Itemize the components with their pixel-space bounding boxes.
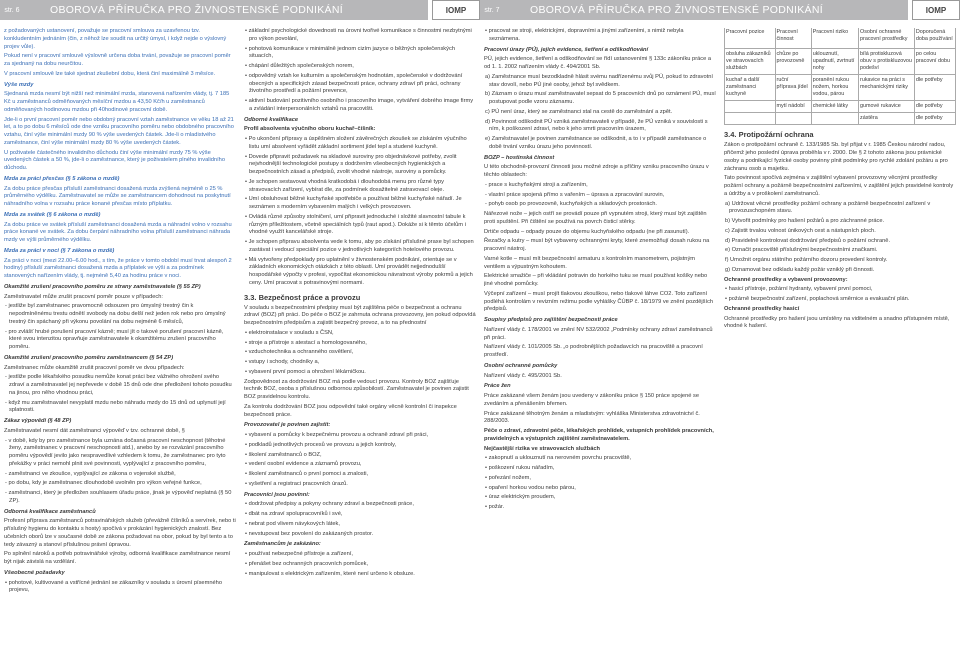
- paragraph: U této obchodně-provozní činnosti jsou možné zdroje a příčiny vzniku pracovního úrazu v těchto oblastech:: [484, 164, 709, 178]
- paragraph: Jde-li o první pracovní poměr nebo obdobný pracovní vztah zaměstnance ve věku 18 až 21 let, a to po dobu 6 měsíců ode dne vzniku pracovního poměru nebo obdobného pracovního vztahu, činí výše minimální mzdy 90 % výše uvedených částek. Jde-li o mladistvého zaměstnance, činí výše minimální mzdy 80 % výše uvedených částek.: [4, 116, 234, 146]
- heading: Výše mzdy: [4, 81, 34, 88]
- heading: Odborné kvalifikace: [244, 116, 299, 123]
- paragraph: Zaměstnanec může okamžitě zrušit pracovní poměr ve dvou případech:: [4, 364, 185, 371]
- list-item: • úraz elektrickým proudem,: [485, 494, 556, 501]
- list-item: a) Udržovat věcné prostředky požární ochrany a požárně bezpečnostní zařízení v provozuschopném stavu.: [725, 200, 931, 215]
- table-cell: obsluha zákazníků ve stravovacích službách: [725, 49, 776, 75]
- list-item: - zaměstnanci, který je předložen souhlasem úřadu práce, jinak je výpověď neplatná (§ 50 ZP).: [5, 490, 232, 504]
- left-column-1: [4, 28, 236, 666]
- heading: Osobní ochranné pomůcky: [484, 362, 558, 369]
- heading: Nejčastější rizika ve stravovacích službách: [484, 445, 601, 452]
- list-item: • nevstupovat bez povolení do zakázaných prostor.: [245, 530, 374, 537]
- list-item: • dbát na zdraví spolupracovníků i své,: [245, 511, 343, 518]
- paragraph: Tato povinnost spočívá zejména v zajištění vybavení provozovny věcnými prostředky požární ochrany a požárně bezpečnostními zařízeními, v zajištění jejich pravidelné kontroly a údržby a v proškolení zaměstnanců.: [724, 175, 954, 197]
- table-row: [725, 113, 956, 125]
- list-item: c) Zajistit trvalou volnost únikových cest a nástupních ploch.: [725, 227, 876, 234]
- heading: Mzda za svátek (§ 6 zákona o mzdě): [4, 211, 101, 218]
- paragraph: Za dobu práce ve svátek přísluší zaměstnanci dosažená mzda a náhradní volno v rozsahu práce konané ve svátek. Za dobu čerpání náhradního volna přísluší zaměstnanci náhrada mzdy ve výši průměrného výdělku.: [4, 221, 232, 243]
- paragraph: Zodpovědnost za dodržování BOZ má podle vedoucí provozu. Kontroly BOZ zajišťuje technik BOZ, osoba s příslušnou odbornou způsobilostí. Zaměstnavatel je povinen zajistit BOZ pravidelnou kontrolu.: [244, 378, 469, 401]
- paragraph: Nářezové nože – jejich ostří se provádí pouze při vypnutém stroji, který musí být zajištěn proti spuštění. Při čištění se používá na povrch čisticí stěrky.: [484, 211, 707, 225]
- left-column-2: [244, 28, 476, 666]
- paragraph: Varné kotle – musí mít bezpečnostní armaturu s kontrolním manometrem, pojistným ventilem a výpustným kohoutem.: [484, 255, 696, 270]
- list-item: b) Záznam o úrazu musí zaměstnavatel sepsat do 5 pracovních dnů po oznámení PÚ, musí postupovat podle vzoru záznamu.: [485, 91, 716, 105]
- list-item: • vybavení a pomůcky k bezpečnému provozu a ochraně zdraví při práci,: [245, 432, 429, 439]
- subheading: Profil absolventa výučního oboru kuchař–číšník:: [244, 126, 376, 133]
- list-item: - po dobu, kdy je zaměstnanec dlouhodobě uvolněn pro výkon veřejné funkce,: [5, 480, 202, 487]
- paragraph: Zaměstnavatel může zrušit pracovní poměr pouze v případech:: [4, 293, 164, 300]
- list-item: • Dovede připravit požadavek na skladové suroviny pro objednávkové potřeby, zvolit nejvhodnější technologické postupy s dodržením všeobecných hygienických a bezpečnostních zásad a předpisů, zvolit vhodné nástroje, suroviny a pomůcky.: [245, 153, 457, 175]
- list-item: • požárně bezpečnostní zařízení, poplachová směrnice a evakuační plán.: [725, 296, 910, 303]
- list-item: - prace s kuchyňskými stroji a zařízením,: [485, 181, 588, 188]
- heading: Ochranné prostředky a vybavení provozovny:: [724, 276, 848, 283]
- table-header-cell: Pracovní činnost: [775, 28, 811, 49]
- list-item: • požár.: [485, 504, 505, 510]
- paragraph: Drtiče odpadu – odpady pouze do objemu kuchyňského odpadu (ne při zasunutí).: [484, 228, 690, 235]
- heading: Pracovníci jsou povinni:: [244, 491, 310, 498]
- list-item: • Je schopen připravu absolventa vede k tomu, aby po získání příslušné praxe byl schopen zastávat i vedoucí speciální pozice v jednotlivých kategoriích hotelového provozu.: [245, 239, 474, 253]
- list-item: - když mu zaměstnavatel nevyplatil mzdu nebo náhradu mzdy do 15 dnů od uplynutí její splatnosti.: [5, 399, 226, 414]
- table-cell: mytí nádobí: [775, 101, 811, 113]
- table-header-cell: Osobní ochranné pracovní prostředky: [859, 28, 915, 49]
- heading: Zákaz výpovědi (§ 48 ZP): [4, 418, 72, 424]
- paragraph: Zákon o protipožární ochraně č. 133/1985 Sb. byl přijat v r. 1985 Českou národní radou, přičemž jeho poslední úprava proběhla v r. 2000. Dle § 2 tohoto zákona jsou právnické osoby a podnikající fyzické osoby povinny plnit podmínky pro rychlé zdolání požáru a pro záchranu osob a majetku.: [724, 142, 948, 172]
- list-item: - jestliže byl zaměstnanec pravomocně odsouzen pro úmyslný trestný čin k nepodmíněnému trestu odnětí svobody na dobu delší než jeden rok nebo pro úmyslný trestný čin spáchaný při výkonu povolání na dobu nejméně 6 měsíců,: [5, 303, 226, 325]
- list-item: - v době, kdy by pro zaměstnance byla uznána dočasná pracovní neschopnost (těhotné ženy, zaměstnanec v pracovní neschopnosti atd.), anebo by se rozvázání pracovního poměru výpovědí jevilo jako nespravedlivé vzhledem k tomu, že zaměstnanec pro tyto překážky v práci nemohl plnit své povinnosti, vyplývající z pracovního poměru,: [5, 437, 226, 467]
- paragraph: U poživatele částečného invalidního důchodu činí výše minimální mzdy 75 % výše uvedených částek a 50 %, jde-li o zaměstnance, který je poživatelem plného invalidního důchodu.: [4, 149, 225, 171]
- heading: Pracovní úrazy (PÚ), jejich evidence, šetření a odškodňování: [484, 46, 649, 53]
- paragraph: Zaměstnavatel nesmí dát zaměstnanci výpověď v tzv. ochranné době, §: [4, 427, 185, 434]
- list-item: • stroje a přístroje s atestací a homologovaného,: [245, 339, 367, 346]
- table-cell: dle potřeby: [914, 101, 955, 113]
- paragraph: Pokud není v pracovní smlouvě výslovně určena doba trvání, považuje se pracovní poměr za sjednaný na dobu neurčitou.: [4, 53, 231, 67]
- table-row: [725, 101, 956, 113]
- paragraph: Za kontrolu dodržování BOZ jsou odpovědní také orgány věcně kontrolní či inspekce bezpečnosti práce.: [244, 403, 457, 418]
- paragraph: V souladu s bezpečnostními předpisy musí být zajištěna péče o bezpečnost a ochranu zdraví (BOZ) při práci. Do péče o BOZ je zahrnuta ochrana provozovny, jen pokud odpovídá bezpečnostním předpisům a zajistit bezpečný provoz, a to na přednostní: [244, 304, 476, 327]
- section-title: 3.3. Bezpečnost práce a provozu: [244, 292, 361, 302]
- list-item: - pohyb osob po provozovně, kuchyňských a skladových prostorách.: [485, 201, 657, 208]
- list-item: e) Označit pracoviště příslušnými bezpečnostními značkami.: [725, 247, 878, 254]
- list-item: • přenášet bez ochranných pracovních pomůcek,: [245, 560, 369, 567]
- list-item: • pohotové, kultivované a vstřícné jednání se zákazníky v souladu s úrovní písemného projevu,: [5, 579, 222, 594]
- table-header-row: [725, 28, 956, 49]
- list-item: • poškození rukou nářadím,: [485, 465, 555, 471]
- list-item: • základní psychologické dovednosti na úrovni tvořivé komunikace s činnostmi nezbytnými pro výkon povolání,: [245, 28, 472, 42]
- list-item: • Umí obsluhovat běžné kuchyňské spotřebiče a používat běžné kuchyňské nářadí. Je seznámen s moderním vybavením malých i velkých provozoven.: [245, 196, 462, 210]
- list-item: • Ovládá různé způsoby stolničení, umí připravit jednoduché i složité slavnostní tabule k různým příležitostem, včetně speciálních typů (raut apod.). Dokáže si k těmto účelům i vhodné využít kancelářské stroje.: [245, 213, 466, 236]
- list-item: • pohotová komunikace v minimálně jednom cizím jazyce o běžných společenských situacích,: [245, 45, 456, 60]
- heading: Okamžité zrušení pracovního poměru zaměstnancem (§ 54 ZP): [4, 354, 174, 361]
- list-item: - zaměstnanci ve zkoušce, vyplývající ze zákona o vojenské službě,: [5, 470, 176, 477]
- heading: Mzda za práci přesčas (§ 5 zákona o mzdě): [4, 175, 120, 182]
- section-title: 3.4. Protipožární ochrana: [724, 130, 814, 140]
- list-item: - jestliže podle lékařského posudku nemůže konat práci bez vážného ohrožení svého zdraví a zaměstnavatel jej nepřevede v době 15 dnů ode dne předložení tohoto posudku na jinou, pro něho vhodnou práci,: [5, 374, 232, 396]
- list-item: • podkladů jednotlivých procesů ve provozu a jejich kontroly,: [245, 441, 397, 448]
- list-item: • nebrat pod vlivem návykových látek,: [245, 520, 340, 527]
- list-item: d) Povinnost odškodnit PÚ vzniká zaměstnavateli v případě, že PÚ vzniká v souvislosti s ním, k poškození zdraví, nebo k jeho smrti pracovním úrazem,: [485, 118, 708, 133]
- paragraph: Nařízení vlády č. 101/2005 Sb. „o podrobnějších požadavcích na pracoviště a pracovní prostředí.: [484, 344, 703, 358]
- heading: Všeobecné požadavky: [4, 569, 65, 576]
- page-right: [480, 0, 960, 671]
- table-cell: dle potřeby: [914, 113, 955, 125]
- risk-table: [724, 28, 956, 125]
- list-item: • dodržovat předpisy a pokyny ochrany zdraví a bezpečnosti práce,: [245, 501, 414, 508]
- table-row: [725, 75, 956, 101]
- paragraph: Nařízení vlády č. 178/2001 ve znění NV 532/2002 „Podmínky ochrany zdraví zaměstnanců při práci.: [484, 326, 713, 341]
- table-cell: [725, 113, 776, 125]
- table-cell: ruční příprava jídel: [775, 75, 811, 101]
- heading: Provozovatel je povinen zajistit:: [244, 422, 331, 429]
- list-item: a) Zaměstnance musí bezodkladně hlásit svému nadřízenému svůj PÚ, pokud to zdravotní stav dovolí, nebo PÚ jiné osoby, jehož byl svědkem.: [485, 73, 713, 88]
- table-header-cell: Pracovní pozice: [725, 28, 776, 49]
- paragraph: Elektrické smažiče – při vkládání potravin do horkého tuku se musí používat košíky nebo jiné vhodné pomůcky.: [484, 273, 708, 287]
- table-cell: bílá protiskluzová obuv s protiskluzovou podešví: [859, 49, 915, 75]
- paragraph: Řezačky a kutry – musí být vybaveny ochrannými kryty, které znemožňují dosah rukou na pracovní nástroj.: [484, 238, 710, 252]
- list-item: - vlastní práce spojená přímo s vařením – úprava a zpracování surovin,: [485, 191, 665, 198]
- heading: Mzda za práci v noci (§ 7 zákona o mzdě): [4, 247, 115, 254]
- table-cell: gumové rukavice: [859, 101, 915, 113]
- paragraph: Po splnění nároků a potřeb potravinářské výroby, odborná kvalifikace zaměstnance nesmí být nijak závislá na vzdělání.: [4, 551, 231, 565]
- header-title: OBOROVÁ PŘÍRUČKA PRO ŽIVNOSTENSKÉ PODNIKÁNÍ: [504, 0, 908, 20]
- table-cell: chemické látky: [811, 101, 858, 113]
- list-item: • hasicí přístroje, požární hydranty, vybavení první pomoci,: [725, 286, 873, 293]
- list-item: • odpovědný vztah ke kulturním a společenským hodnotám, společenské v dodržování obecných a specifických zásad bezpečnosti práce, ochrany zdraví při práci, ochrany životního prostředí a požární prevence,: [245, 72, 463, 95]
- heading: BOZP – hostinská činnost: [484, 154, 555, 161]
- list-item: • chápání důležitých společenských norem,: [245, 63, 354, 69]
- list-item: c) PÚ není úraz, který se zaměstnanci stal na cestě do zaměstnání a zpět.: [485, 108, 673, 115]
- list-item: • vyšetření a registraci pracovních úrazů.: [245, 480, 348, 487]
- list-item: e) Zaměstnavatel je povinen zaměstnance se odškodnit, a to i v případě zaměstnance o době trvání vzniku úrazu jeho povinností.: [485, 136, 707, 150]
- page-number: str. 7: [480, 0, 504, 20]
- paragraph: z požadovaných ustanovení, považuje se pracovní smlouva za uzavřenou tzv. konkludentním jednáním (čin, z něhož lze soudit na určitý úmysl, i když nejde o výslovný projev vůle).: [4, 28, 227, 50]
- paragraph: Za dobu práce přesčas přísluší zaměstnanci dosažená mzda zvýšená nejméně o 25 % průměrného výdělku. Zaměstnavatel se může se zaměstnancem dohodnout na poskytnutí náhradního volna v rozsahu práce konané přesčas místo příplatku.: [4, 185, 231, 207]
- paragraph: Ochranné prostředky pro hašení jsou umístěny na viditelném a snadno přístupném místě, vhodné k hašení.: [724, 315, 950, 330]
- table-row: [725, 49, 956, 75]
- list-item: • pořezání nožem,: [485, 474, 531, 481]
- list-item: • Má vytvořeny předpoklady pro uplatnění v živnostenském podnikání, orientuje se v základních ekonomických otázkách z této oblasti. Umí provádět nejjednodušší hospodářské výpočty v profesi, vypočítat ekonomickou návratnost výroby pokrmů a jejich ceny. Umí pracovat s potravinovými normami.: [245, 256, 473, 286]
- list-item: • vybavení první pomoci a ohrožení lékárničkou.: [245, 368, 366, 375]
- heading: Ochranné prostředky hasicí: [724, 305, 800, 312]
- list-item: b) Vytvořit podmínky pro hašení požárů a pro záchranné práce.: [725, 218, 885, 225]
- list-item: f) Umožnit orgánu státního požárního dozoru provedení kontroly.: [725, 257, 888, 264]
- paragraph: Sjednaná mzda nesmí být nižší než minimální mzda, stanovená nařízením vlády, tj. 7 185 Kč u zaměstnanců odměňovaných měsíční mzdou a 43,50 Kč/h u zaměstnanců odměňovaných hodinovou mzdou při 40hodinové pracovní době.: [4, 91, 230, 113]
- heading: Práce žen: [484, 383, 511, 390]
- list-item: • opaření horkou vodou nebo párou,: [485, 484, 576, 491]
- list-item: • vstupy i schody, chodníky a,: [245, 359, 320, 366]
- paragraph: Za práci v noci (mezi 22.00–6.00 hod., s tím, že práce v tomto období musí trvat alespoň 2 hodiny) přísluší zaměstnanci dosažená mzda a příplatek ve výši a za podmínek stanovených nařízením vlády, tj. nejméně 5,40 za hodinu práce v noci.: [4, 257, 232, 279]
- table-cell: zástěra: [859, 113, 915, 125]
- table-cell: [775, 113, 811, 125]
- heading: Odborná kvalifikace zaměstnanců: [4, 508, 96, 515]
- list-item: • pracovat se stroji, elektrickými, dopravními a jinými zařízeními, s nimiž nebyla seznámena.: [485, 28, 684, 42]
- list-item: • vzduchotechnika a ochranného osvětlení,: [245, 349, 354, 356]
- list-item: • elektroinstalace v souladu s ČSN,: [245, 329, 334, 336]
- table-cell: rukavice na práci s mechanickými riziky: [859, 75, 915, 101]
- table-cell: kuchař a další zaměstnanci kuchyně: [725, 75, 776, 101]
- iomp-logo: IOMP: [432, 0, 480, 20]
- list-item: • používat nebezpečné přístroje a zařízení,: [245, 551, 353, 558]
- header-title: OBOROVÁ PŘÍRUČKA PRO ŽIVNOSTENSKÉ PODNIKÁNÍ: [24, 0, 428, 20]
- table-cell: [725, 101, 776, 113]
- right-column-1: [484, 28, 716, 666]
- paragraph: Nařízení vlády č. 495/2001 Sb.: [484, 372, 562, 379]
- table-header-cell: Doporučená doba používání: [914, 28, 955, 49]
- table-cell: chůze po provozovně: [775, 49, 811, 75]
- paragraph: V pracovní smlouvě lze také sjednat zkušební dobu, která činí maximálně 3 měsíce.: [4, 70, 216, 77]
- paragraph: Práce zakázané těhotným ženám a mladistvým: vyhláška Ministerstva zdravotnictví č. 288/2003.: [484, 410, 700, 425]
- list-item: g) Oznamovat bez odkladu každý požár vzniklý při činnosti.: [725, 266, 875, 273]
- paragraph: Výčepní zařízení – musí projít tlakovou zkouškou, nebo tlakové láhve CO2. Toto zařízení podléhá kontrolám v revizním režimu podle vyhlášky ČÚBP č. 18/1979 ve znění pozdějších předpisů.: [484, 290, 714, 313]
- list-item: • Je schopen sestavovat vhodná kratkodobá i dlouhodobá menu pro různé typy stravovacích zařízení, vybírat dle, za podmínek dosažitelné zatravovací oleje.: [245, 178, 445, 193]
- paragraph: Profesní příprava zaměstnanců potravinářských služeb (převážně číšníků a servírek, nebo ti příslušný hygienu do kontaktu s hosty) spočívá v prokázání hygienických znalostí. Bez učebních oborů lze v současné době ze zákona požadovat na obor, pokud by byl tento a to tedy závazný a stanoví příslušnou právní úpravou.: [4, 518, 236, 548]
- list-item: d) Pravidelně kontrolovat dodržování předpisů o požární ochraně.: [725, 237, 891, 244]
- paragraph: Péče o zdraví, zdravotní péče, lékařských prohlídek, vstupních prohlídek pracovních, pravidelných a výstupních zajištění zaměstnavatelem.: [484, 428, 714, 442]
- heading: Okamžité zrušení pracovního poměru ze strany zaměstnavatele (§ 55 ZP): [4, 283, 201, 290]
- right-column-2: [724, 28, 956, 666]
- iomp-logo: IOMP: [912, 0, 960, 20]
- table-cell: dle potřeby: [914, 75, 955, 101]
- paragraph: PÚ, jejich evidence, šetření a odškodňování se řídí ustanoveními § 133c zákoníku práce a od 1. 1. 2002 nařízením vlády č. 494/2001 Sb.: [484, 56, 712, 70]
- list-item: • zakopnutí a uklouznutí na nerovném povrchu pracoviště,: [485, 455, 632, 462]
- table-header-cell: Pracovní riziko: [811, 28, 858, 49]
- table-cell: poranění rukou nožem, horkou vodou, párou: [811, 75, 858, 101]
- table-cell: po celou pracovní dobu: [914, 49, 955, 75]
- list-item: • školení zaměstnanců o první pomoci a znalosti,: [245, 471, 369, 478]
- paragraph: Práce zakázané všem ženám jsou uvedeny v zákoníku práce § 150 práce spojené se zvedáním a přenášením břemen.: [484, 393, 699, 407]
- page-header: [480, 0, 960, 20]
- list-item: - pro zvlášť hrubé porušení pracovní kázně; musí jít o takové porušení pracovní kázně, které svou intenzitou opravňuje zaměstnavatele k okamžitému zrušení pracovního poměru.: [5, 328, 224, 350]
- heading: Zaměstnancům je zakázáno:: [244, 541, 321, 548]
- list-item: • Po ukončení přípravy a úspěšném složení závěrečných zkoušek se získáním výučního listu umí absolvent vyřádět základní sortiment jídel tepl a studené kuchyně.: [245, 136, 467, 150]
- list-item: • aktivní budování pozitivního osobního i pracovního image, vytváření dobrého image firmy a zvládání interpersonálních vztahů na pracovišti.: [245, 98, 474, 112]
- list-item: • vedení osobní evidence a záznamů provozu,: [245, 461, 362, 468]
- page-header: [0, 0, 480, 20]
- table-cell: [811, 113, 858, 125]
- list-item: • manipulovat s elektrickým zařízením, které není určeno k obsluze.: [245, 570, 415, 577]
- table-cell: uklouznutí, upadnutí, zvrtnutí nohy: [811, 49, 858, 75]
- page-number: str. 6: [0, 0, 24, 20]
- list-item: • školení zaměstnanců o BOZ,: [245, 451, 322, 458]
- heading: Soupisy předpisů pro zajištění bezpečnosti práce: [484, 317, 618, 323]
